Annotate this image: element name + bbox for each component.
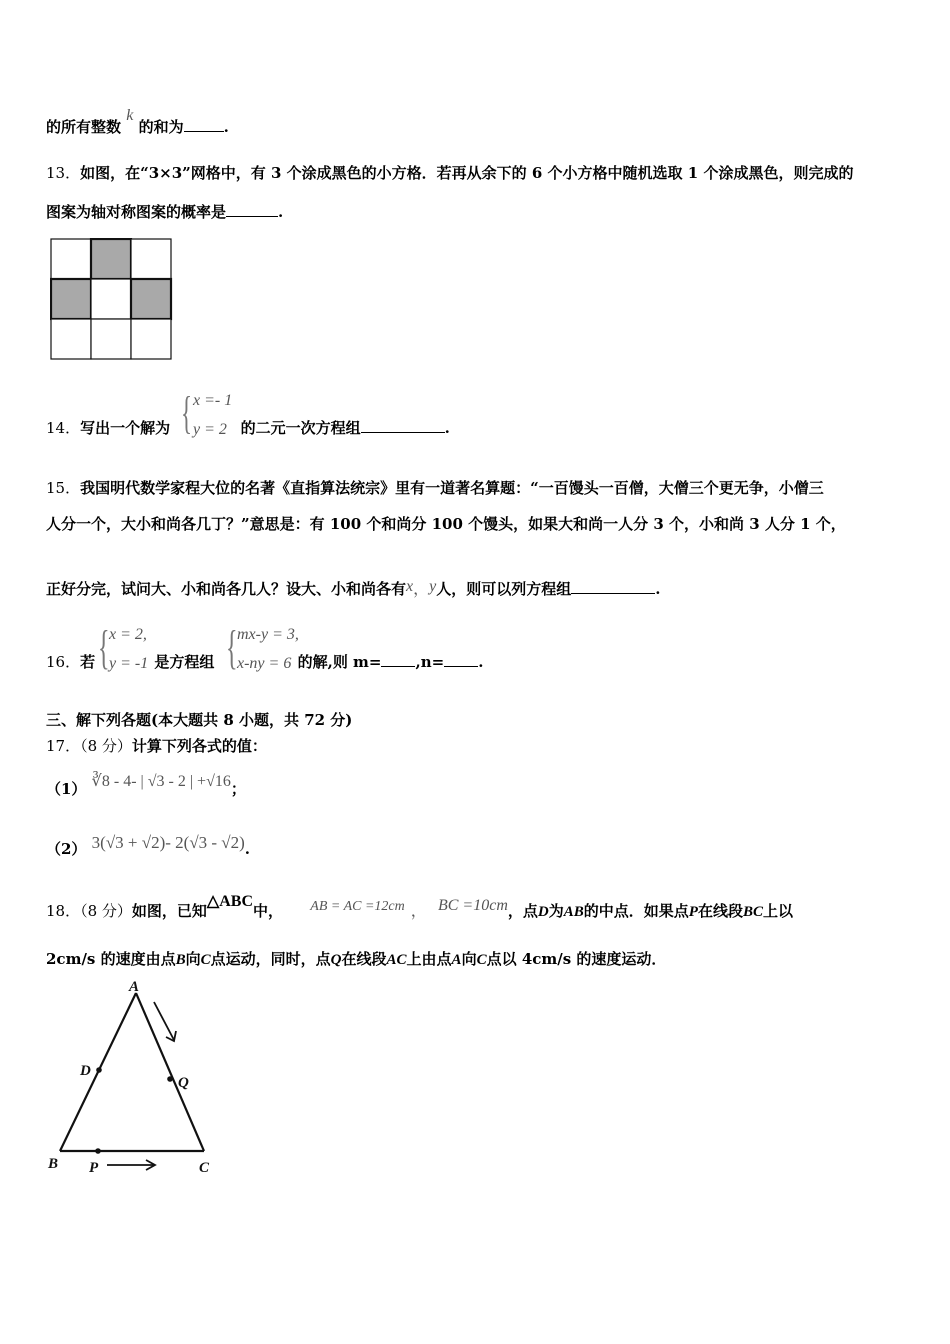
q16-n-label: ,n= xyxy=(415,653,445,671)
q15-line1 xyxy=(46,477,824,498)
grid-cell-2-0 xyxy=(51,319,91,359)
q12-var-k: k xyxy=(126,107,134,124)
q18-point-q: Q xyxy=(330,952,342,968)
q18-number: 18． xyxy=(46,902,81,920)
q16-sys2-eq1: mx-y = 3, xyxy=(237,626,299,643)
q18-l2c: 点运动，同时，点 xyxy=(210,950,331,968)
q18-segment-ac: AC xyxy=(386,952,407,968)
q18-l2g: 点以 4cm/s 的速度运动． xyxy=(486,950,667,968)
q16-sys2-eq2: x-ny = 6 xyxy=(237,655,292,672)
grid-cell-shaded-1-0 xyxy=(51,279,91,319)
q16-end: . xyxy=(478,653,484,671)
q14-pre: 写出一个解为 xyxy=(80,419,171,437)
q14-number: 14． xyxy=(46,419,81,437)
q18-l2b: 向 xyxy=(185,950,201,968)
grid-cell-0-2 xyxy=(131,239,171,279)
q18-t6: 在线段 xyxy=(697,902,743,920)
q18-line2 xyxy=(46,948,666,969)
q14-brace: { xyxy=(181,387,193,438)
q14-line xyxy=(46,417,450,438)
q18-l2d: 在线段 xyxy=(341,950,387,968)
q15-text1: 我国明代数学家程大位的名著《直指算法统宗》里有一道著名算题：“一百馒头一百僧，大僧三个更无争，小僧三 xyxy=(80,479,824,497)
q18-l2a: 2cm/s 的速度由点 xyxy=(46,950,176,968)
q15-text3b: 人，则可以列方程组 xyxy=(436,580,572,598)
q15-answer-blank[interactable] xyxy=(571,581,655,594)
q18-line1 xyxy=(46,893,794,921)
q17-p2-end: . xyxy=(244,840,251,858)
q13-line1 xyxy=(46,162,853,183)
q18-triangle-abc: △ABC xyxy=(206,893,254,910)
grid-cell-2-1 xyxy=(91,319,131,359)
q17-p2-expression: 3(√3 + √2)- 2(√3 - √2) xyxy=(91,833,245,852)
q15-sep: ， xyxy=(413,581,430,598)
q18-t1: 如图，已知 xyxy=(131,902,207,920)
q12-suffix: 的和为 xyxy=(138,118,184,136)
q13-line2 xyxy=(46,201,283,222)
q16-number: 16． xyxy=(46,653,81,671)
q16-n-blank[interactable] xyxy=(444,654,478,667)
q18-point-c: C xyxy=(200,952,211,968)
q16-sys1-eq1: x = 2, xyxy=(109,626,147,643)
q14-post: 的二元一次方程组 xyxy=(240,419,361,437)
grid-cell-2-2 xyxy=(131,319,171,359)
q14-eq1: x =- 1 xyxy=(193,392,233,409)
q18-segment-bc: BC xyxy=(742,904,763,920)
q13-number: 13． xyxy=(46,164,81,182)
q15-var-x: x xyxy=(406,578,414,595)
q17-line xyxy=(46,735,267,756)
q12-prefix: 的所有整数 xyxy=(46,118,122,136)
q18-point-b: B xyxy=(175,952,186,968)
q13-end: . xyxy=(278,203,284,221)
q18-t3: ，点 xyxy=(507,902,538,920)
q18-point-d: D xyxy=(537,904,549,920)
q12-answer-blank[interactable] xyxy=(184,119,224,132)
grid-3x3-figure xyxy=(50,238,174,360)
label-c: C xyxy=(199,1160,210,1176)
q18-point-p: P xyxy=(688,904,698,920)
q17-p2-label: （2） xyxy=(46,840,87,858)
grid-cell-shaded-0-1 xyxy=(91,239,131,279)
q18-t4: 为 xyxy=(548,902,564,920)
q15-text2: 人分一个，大小和尚各几丁？”意思是：有 100 个和尚分 100 个馒头，如果大和尚一人分 3 个，小和尚 3 人分 1 个， xyxy=(46,515,846,533)
q17-score: （8 分） xyxy=(80,737,132,755)
q15-var-y: y xyxy=(429,578,437,595)
q18-segment-ab: AB xyxy=(563,904,584,920)
point-p-dot xyxy=(95,1148,101,1154)
q16-sys1-eq2: y = -1 xyxy=(109,655,149,672)
point-d-dot xyxy=(96,1067,102,1073)
q16-brace1: { xyxy=(98,621,110,674)
q13-text1: 如图，在“3×3”网格中，有 3 个涂成黑色的小方格．若再从余下的 6 个小方格中随机选取 1 个涂成黑色，则完成的 xyxy=(80,164,854,182)
side-ac xyxy=(136,993,204,1151)
q18-point-a: A xyxy=(451,952,462,968)
label-q: Q xyxy=(178,1075,189,1091)
q14-end: . xyxy=(444,419,450,437)
q18-t2: 中， xyxy=(253,902,284,920)
label-p: P xyxy=(89,1160,99,1176)
q15-number: 15． xyxy=(46,479,81,497)
section-3-heading: 三、解下列各题(本大题共 8 小题，共 72 分) xyxy=(46,711,353,729)
q15-line2 xyxy=(46,513,846,534)
label-d: D xyxy=(80,1063,91,1079)
q17-text: 计算下列各式的值： xyxy=(131,737,267,755)
q15-line3 xyxy=(46,576,661,599)
q18-bc-length: BC =10cm xyxy=(437,897,508,914)
q16-mid: 是方程组 xyxy=(154,653,215,671)
point-q-dot xyxy=(167,1076,173,1082)
q18-point-c2: C xyxy=(476,952,487,968)
label-a: A xyxy=(129,979,140,995)
q13-text2: 图案为轴对称图案的概率是 xyxy=(46,203,227,221)
q16-post: 的解,则 m= xyxy=(297,653,382,671)
q18-ab-ac-length: AB = AC =12cm xyxy=(310,899,405,914)
q17-p1-end: ； xyxy=(230,780,246,798)
q18-l2f: 向 xyxy=(461,950,477,968)
grid-cell-0-0 xyxy=(51,239,91,279)
q18-t5: 的中点．如果点 xyxy=(583,902,689,920)
grid-cell-shaded-1-2 xyxy=(131,279,171,319)
q16-m-blank[interactable] xyxy=(381,654,415,667)
q17-part2 xyxy=(46,833,251,859)
q17-part1 xyxy=(46,773,246,799)
q16-pre: 若 xyxy=(80,653,96,671)
q15-text3a: 正好分完，试问大、小和尚各几人？设大、小和尚各有 xyxy=(46,580,407,598)
q12-end: . xyxy=(223,118,229,136)
label-b: B xyxy=(48,1156,59,1172)
q17-p1-label: （1） xyxy=(46,780,87,798)
triangle-figure xyxy=(40,975,240,1185)
q18-score: （8 分） xyxy=(80,902,132,920)
grid-cell-1-1 xyxy=(91,279,131,319)
q18-l2e: 上由点 xyxy=(406,950,452,968)
q17-p1-expression: ∛8 - 4- | √3 - 2 | +√16 xyxy=(91,773,231,790)
q13-answer-blank[interactable] xyxy=(226,204,278,217)
q17-number: 17． xyxy=(46,737,81,755)
q14-eq2: y = 2 xyxy=(193,421,227,438)
q16-brace2: { xyxy=(226,621,238,674)
q12-line xyxy=(46,107,229,137)
q14-answer-blank[interactable] xyxy=(361,420,445,433)
q18-t7: 上以 xyxy=(763,902,794,920)
q18-sep: ， xyxy=(410,903,427,920)
q15-end: . xyxy=(655,580,661,598)
arrow-aq-shaft xyxy=(154,1002,174,1040)
